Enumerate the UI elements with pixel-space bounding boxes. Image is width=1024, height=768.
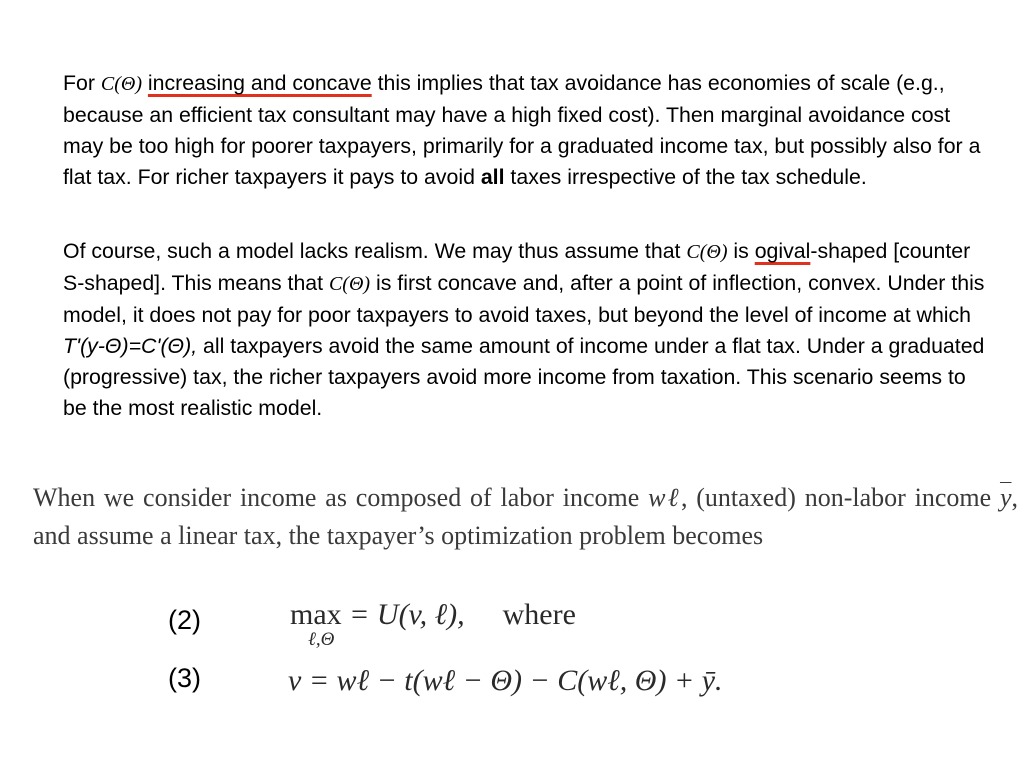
- p3-text2: , (untaxed) non-labor income: [680, 483, 1000, 512]
- max-word: max: [290, 598, 342, 631]
- paragraph-concave-cost: [63, 68, 988, 193]
- p1-bold-word: all: [480, 165, 505, 189]
- equation-number-2: (2): [168, 605, 201, 635]
- paragraph-ogival-cost: [63, 236, 988, 424]
- p1-c-theta: C(Θ): [100, 73, 142, 95]
- max-subscript: ℓ,Θ: [308, 629, 335, 650]
- p2-text5: all taxpayers avoid the same amount of income under a flat tax. Under a graduated (progressive) tax, the richer taxpayers avoid more income from taxation. This scenario seems to be the most realistic model.: [63, 334, 985, 420]
- p3-labor-income-symbol: wℓ: [648, 483, 681, 512]
- equation-3: v = wℓ − t(wℓ − Θ) − C(wℓ, Θ) + ȳ.: [288, 664, 723, 697]
- p1-text2: taxes irrespective of the tax schedule.: [504, 165, 867, 189]
- equation-2-where: where: [502, 598, 576, 631]
- paragraph-optimization-intro: [33, 479, 1018, 555]
- p2-c-theta-2: C(Θ): [328, 273, 371, 295]
- p2-text2: is: [727, 239, 755, 263]
- p2-text4: is first concave and, after a point of inflection, convex. Under this model, it does not pay for poor taxpayers to avoid taxes, but beyond the level of income at which: [63, 271, 985, 327]
- p2-text1: Of course, such a model lacks realism. We may thus assume that: [63, 239, 687, 263]
- p3-text3: , and assume a linear tax, the taxpayer’s optimization problem becomes: [33, 483, 1019, 550]
- max-operator: [290, 598, 342, 650]
- equation-2-body: = U(v, ℓ),: [341, 598, 465, 631]
- p1-lead: For: [63, 71, 101, 95]
- p2-formula: T'(y-Θ)=C'(Θ),: [63, 334, 198, 358]
- p2-c-theta: C(Θ): [686, 241, 728, 263]
- p2-underlined-word: ogival: [754, 239, 811, 263]
- p1-underlined-phrase: increasing and concave: [147, 71, 372, 95]
- p1-text1: this implies that tax avoidance has economies of scale (e.g., because an efficient tax consultant may have a high fixed cost). Then marginal avoidance cost may be too high for poorer taxpayers, primarily for a graduated income tax, but possibly also for a flat tax. For richer taxpayers it pays to avoid: [63, 71, 981, 189]
- equation-2: [290, 598, 576, 650]
- p3-text1: When we consider income as composed of labor income: [33, 483, 649, 512]
- p2-text3: -shaped [counter S-shaped]. This means that: [63, 239, 971, 295]
- equation-number-3: (3): [168, 663, 201, 693]
- p3-ybar-symbol: $\overline{y}$: [999, 483, 1012, 512]
